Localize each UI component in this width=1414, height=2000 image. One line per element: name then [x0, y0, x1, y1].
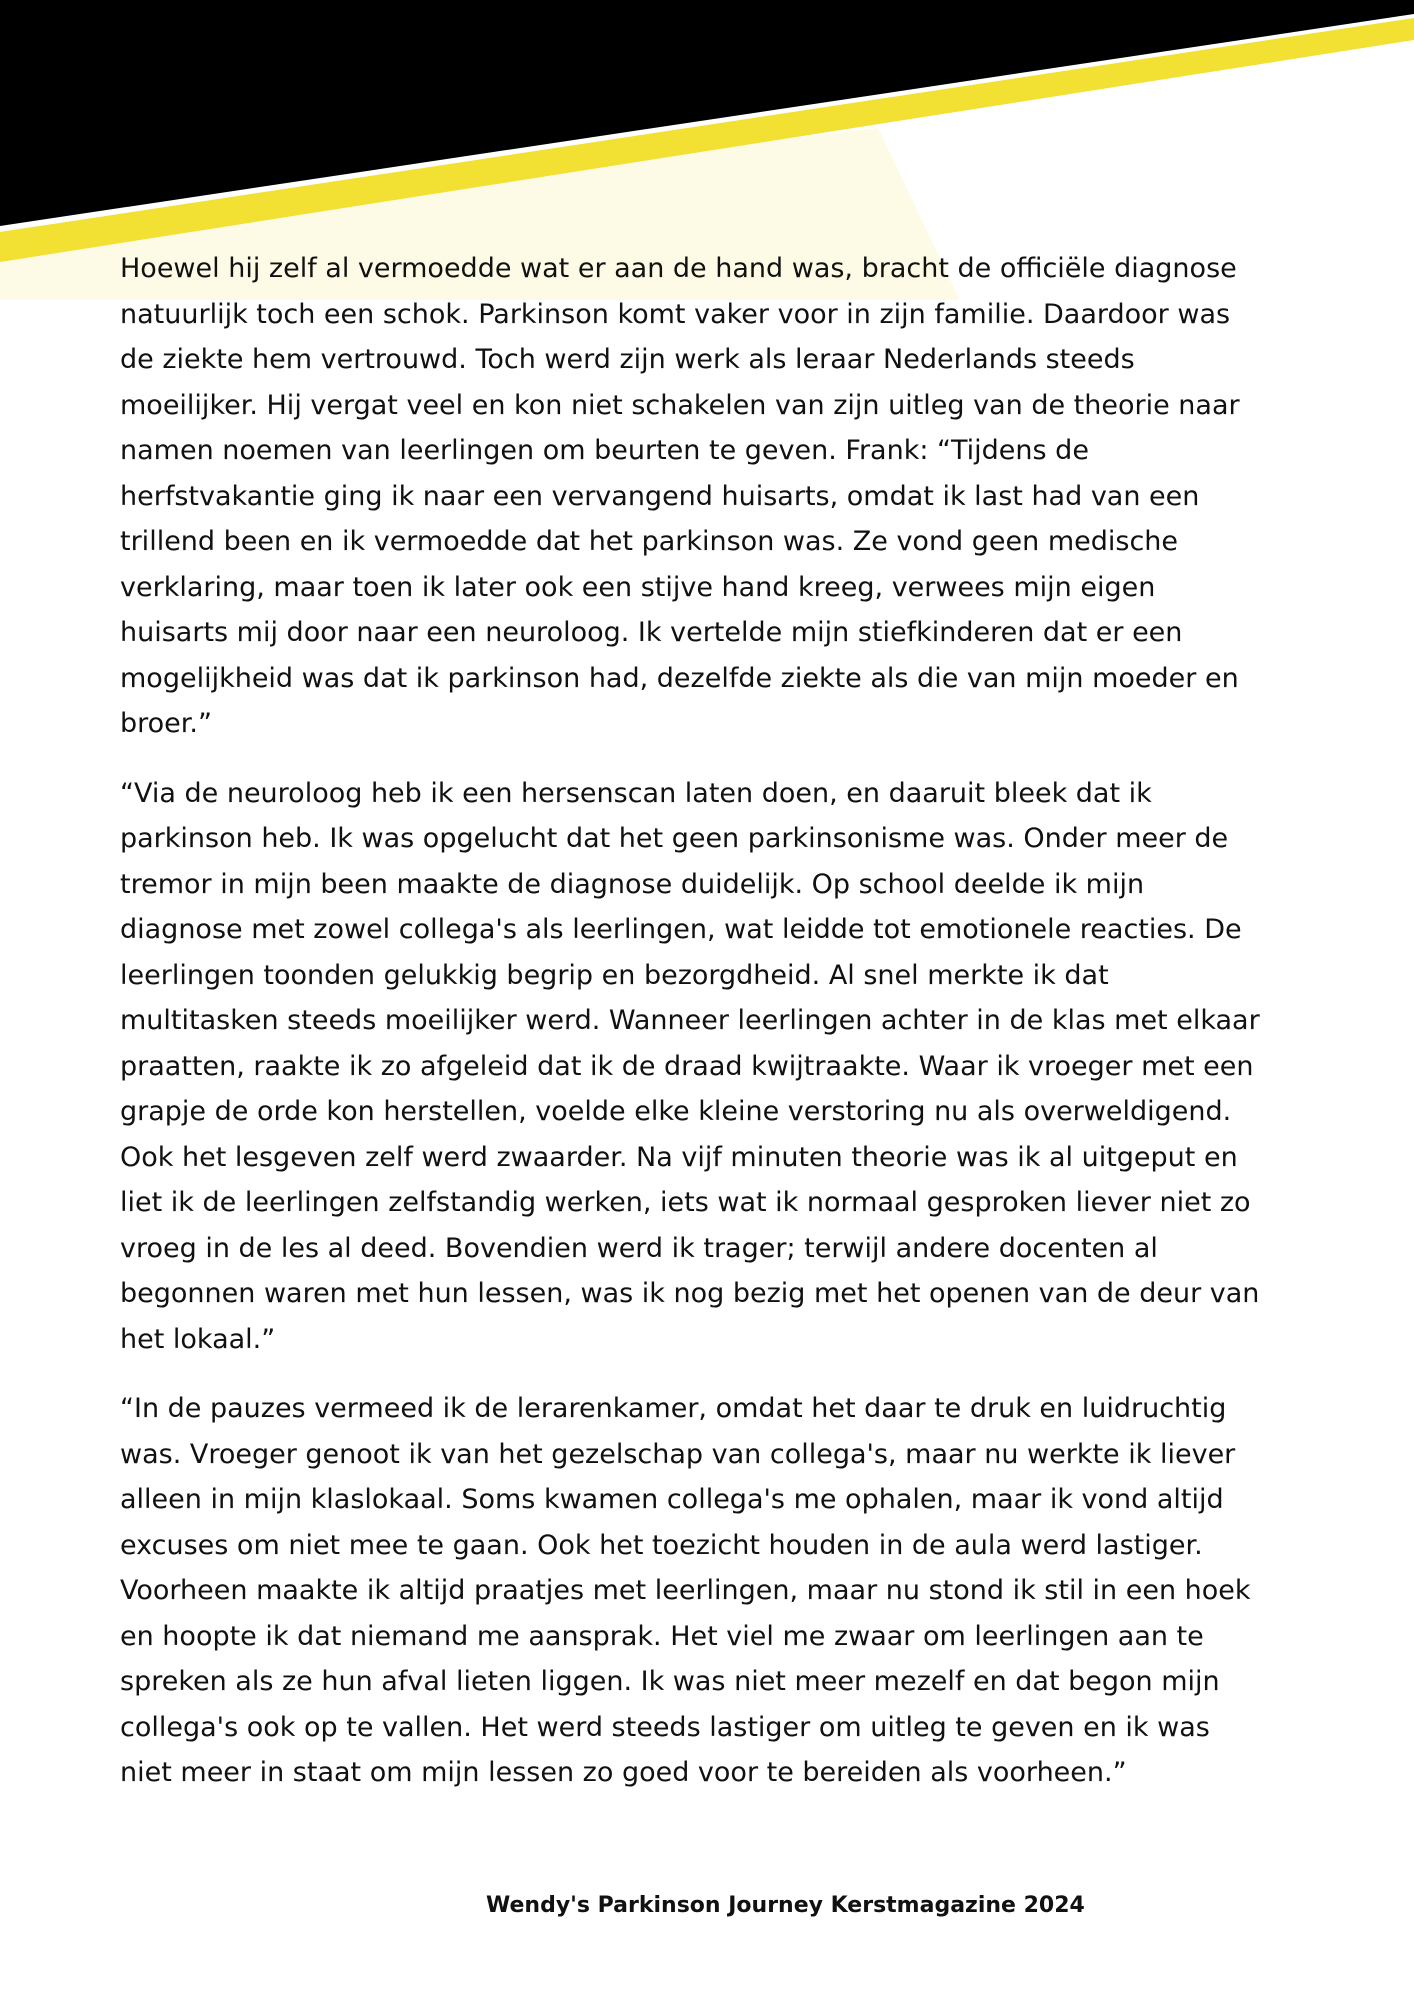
- article-paragraph-2: “Via de neuroloog heb ik een hersenscan laten doen, en daaruit bleek dat ik parkinson heb. Ik was opgelucht dat het geen parkinsonisme was. Onder meer de tremor in mijn been maakte de diagnose duidelijk. Op school deelde ik mijn diagnose met zowel collega's als leerlingen, wat leidde tot emotionele reacties. De leerlingen toonden gelukkig begrip en bezorgdheid. Al snel merkte ik dat multitasken steeds moeilijker werd. Wanneer leerlingen achter in de klas met elkaar praatten, raakte ik zo afgeleid dat ik de draad kwijtraakte. Waar ik vroeger met een grapje de orde kon herstellen, voelde elke kleine verstoring nu als overweldigend. Ook het lesgeven zelf werd zwaarder. Na vijf minuten theorie was ik al uitgeput en liet ik de leerlingen zelfstandig werken, iets wat ik normaal gesproken liever niet zo vroeg in de les al deed. Bovendien werd ik trager; terwijl andere docenten al begonnen waren met hun lessen, was ik nog bezig met het openen van de deur van het lokaal.”: [120, 777, 1260, 1355]
- article-body: [120, 246, 1260, 1820]
- article-paragraph-1: Hoewel hij zelf al vermoedde wat er aan de hand was, bracht de officiële diagnose natuurlijk toch een schok. Parkinson komt vaker voor in zijn familie. Daardoor was de ziekte hem vertrouwd. Toch werd zijn werk als leraar Nederlands steeds moeilijker. Hij vergat veel en kon niet schakelen van zijn uitleg van de theorie naar namen noemen van leerlingen om beurten te geven. Frank: “Tijdens de herfstvakantie ging ik naar een vervangend huisarts, omdat ik last had van een trillend been en ik vermoedde dat het parkinson was. Ze vond geen medische verklaring, maar toen ik later ook een stijve hand kreeg, verwees mijn eigen huisarts mij door naar een neuroloog. Ik vertelde mijn stiefkinderen dat er een mogelijkheid was dat ik parkinson had, dezelfde ziekte als die van mijn moeder en broer.”: [120, 253, 1240, 739]
- article-paragraph-3: “In de pauzes vermeed ik de lerarenkamer, omdat het daar te druk en luidruchtig was. Vroeger genoot ik van het gezelschap van collega's, maar nu werkte ik liever alleen in mijn klaslokaal. Soms kwamen collega's me ophalen, maar ik vond altijd excuses om niet mee te gaan. Ook het toezicht houden in de aula werd lastiger. Voorheen maakte ik altijd praatjes met leerlingen, maar nu stond ik stil in een hoek en hoopte ik dat niemand me aansprak. Het viel me zwaar om leerlingen aan te spreken als ze hun afval lieten liggen. Ik was niet meer mezelf en dat begon mijn collega's ook op te vallen. Het werd steeds lastiger om uitleg te geven en ik was niet meer in staat om mijn lessen zo goed voor te bereiden als voorheen.”: [120, 1393, 1251, 1788]
- page-footer: Wendy's Parkinson Journey Kerstmagazine 2024: [486, 1893, 1085, 1918]
